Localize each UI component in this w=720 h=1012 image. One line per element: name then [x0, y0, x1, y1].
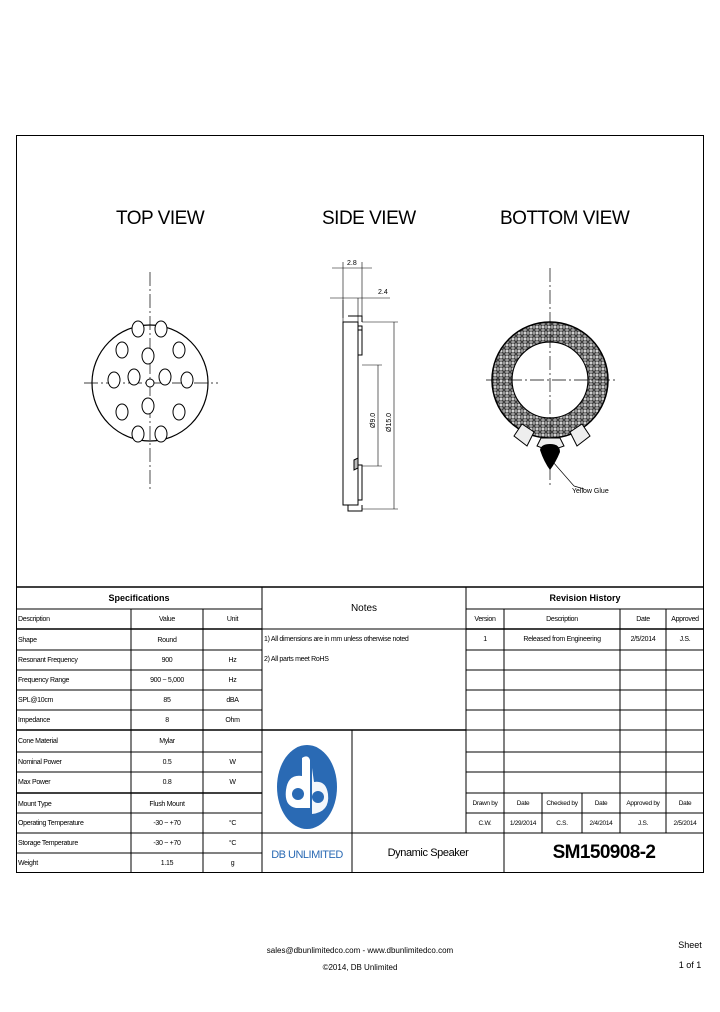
spec-label: Max Power [18, 778, 51, 786]
spec-value: -30 ~ +70 [153, 839, 181, 847]
spec-value: Mylar [159, 737, 175, 745]
spec-value: 0.5 [162, 758, 172, 766]
bottom-view-drawing [486, 268, 615, 489]
revision-header-description: Description [546, 615, 578, 623]
product-name: Dynamic Speaker [387, 847, 469, 859]
spec-value: -30 ~ +70 [153, 819, 181, 827]
side-dim-inner: Ø9.0 [370, 412, 377, 428]
specs-title: Specifications [108, 593, 170, 603]
spec-unit [203, 794, 262, 814]
spec-value: 900 [161, 656, 173, 664]
signoff-value: C.S. [556, 819, 568, 827]
spec-unit: °C [228, 839, 237, 847]
spec-value: Round [157, 636, 177, 644]
top-view-title: TOP VIEW [116, 208, 205, 229]
spec-label: Operating Temperature [18, 819, 84, 827]
signoff-header: Date [678, 799, 692, 807]
sheet-value: 1 of 1 [678, 960, 702, 970]
signoff-value: 1/29/2014 [509, 819, 537, 827]
footer-copyright: ©2014, DB Unlimited [322, 963, 398, 972]
spec-label: Cone Material [18, 737, 58, 745]
spec-unit: W [229, 778, 236, 786]
spec-unit: W [229, 758, 236, 766]
spec-unit: Hz [228, 676, 237, 684]
signoff-header: Date [594, 799, 608, 807]
logo-text: DB UNLIMITED [271, 849, 343, 861]
spec-unit: °C [228, 819, 237, 827]
spec-unit: dBA [226, 696, 239, 704]
specs-header-description: Description [18, 615, 50, 623]
revision-header-version: Version [474, 615, 496, 623]
side-view-drawing [330, 262, 398, 511]
sheet-label: Sheet [678, 940, 702, 950]
spec-value: 85 [163, 696, 171, 704]
glue-label: Yellow Glue [572, 488, 609, 495]
side-view-title: SIDE VIEW [322, 208, 416, 229]
db-unlimited-logo-mark [277, 745, 337, 829]
revision-version: 1 [483, 636, 487, 643]
revision-description: Released from Engineering [523, 636, 601, 643]
note-item-2: 2) All parts meet RoHS [264, 655, 329, 663]
signoff-header: Checked by [546, 799, 578, 807]
signoff-header: Date [516, 799, 530, 807]
signoff-value: C.W. [478, 819, 492, 827]
top-view-drawing [84, 272, 218, 492]
spec-value: 1.15 [160, 859, 174, 867]
spec-value: 8 [165, 716, 169, 724]
footer-contact: sales@dbunlimitedco.com - www.dbunlimitedco.com [266, 946, 454, 955]
side-dim-outer: Ø15.0 [386, 412, 393, 432]
note-item-1: 1) All dimensions are in mm unless otherwise noted [264, 635, 409, 643]
spec-unit: g [230, 859, 235, 867]
spec-label: Frequency Range [18, 676, 70, 684]
revision-header-approved: Approved [671, 615, 699, 623]
notes-title: Notes [350, 602, 378, 614]
bottom-view-title: BOTTOM VIEW [500, 208, 630, 229]
spec-label: Mount Type [18, 800, 52, 808]
spec-label: Nominal Power [18, 758, 62, 766]
spec-unit: Hz [228, 656, 237, 664]
signoff-header: Approved by [626, 799, 660, 807]
signoff-value: 2/4/2014 [589, 819, 613, 827]
revision-title: Revision History [549, 593, 621, 603]
specs-header-value: Value [159, 615, 175, 623]
spec-value: 0.8 [162, 778, 172, 786]
signoff-value: 2/5/2014 [673, 819, 697, 827]
spec-value: 900 ~ 5,000 [150, 676, 184, 684]
spec-label: Storage Temperature [18, 839, 78, 847]
side-dim-top: 2.8 [347, 260, 357, 267]
spec-label: SPL@10cm [18, 696, 54, 704]
revision-header-date: Date [636, 615, 650, 623]
part-number: SM150908-2 [552, 842, 656, 863]
spec-label: Resonant Frequency [18, 656, 78, 664]
spec-label: Weight [18, 859, 38, 867]
signoff-value: J.S. [638, 819, 648, 827]
spec-label: Shape [18, 636, 37, 644]
spec-value: Flush Mount [149, 800, 185, 808]
spec-label: Impedance [18, 716, 50, 724]
revision-approved: J.S. [679, 636, 691, 643]
revision-date: 2/5/2014 [630, 636, 656, 643]
spec-unit [203, 731, 262, 751]
side-dim-mid: 2.4 [378, 289, 388, 296]
spec-unit [203, 630, 262, 650]
signoff-header: Drawn by [472, 799, 498, 807]
spec-unit: Ohm [225, 716, 240, 724]
specs-header-unit: Unit [226, 615, 239, 623]
